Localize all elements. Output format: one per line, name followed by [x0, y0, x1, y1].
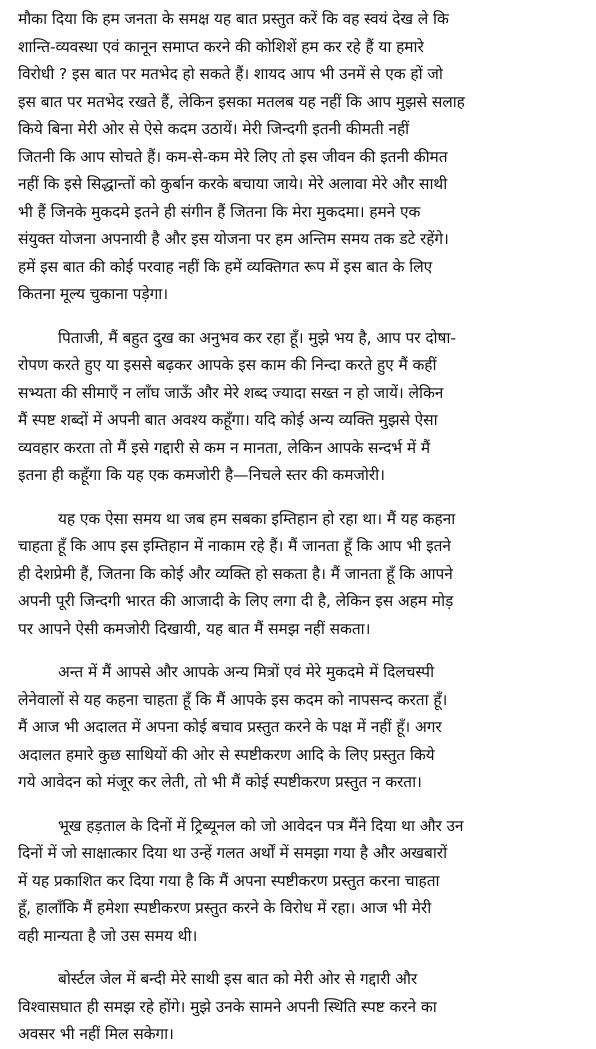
text-line: शान्ति-व्यवस्था एवं कानून समाप्त करने की कोशिशें हम कर रहे हैं या हमारे	[18, 37, 424, 56]
text-line: मैं स्पष्ट शब्दों में अपनी बात अवश्य कहूँगा। यदि कोई अन्य व्यक्ति मुझसे ऐसा	[18, 411, 438, 429]
text-line: पर आपने ऐसी कमजोरी दिखायी, यह बात मैं समझ नहीं सकता।	[18, 619, 371, 638]
text-line: संयुक्त योजना अपनायी है और इस योजना पर हम अन्तिम समय तक डटे रहेंगे।	[18, 230, 449, 248]
text-line: हूँ, हालाँकि मैं हमेशा स्पष्टीकरण प्रस्तुत करने के विरोध में रहा। आज भी मेरी	[18, 899, 432, 917]
text-line: पिताजी, मैं बहुत दुख का अनुभव कर रहा हूँ। मुझे भय है, आप पर दोषा-	[58, 328, 456, 347]
text-line: दिनों में जो साक्षात्कार दिया था उन्हें गलत अर्थों में समझा गया है और अखबारों	[18, 844, 447, 862]
text-line: विश्वासघात ही समझ रहे होंगे। मुझे उनके सामने अपनी स्थिति स्पष्ट करने का	[18, 997, 437, 1016]
text-line: रोपण करते हुए या इससे बढ़कर आपके इस काम की निन्दा करते हुए मैं कहीं	[18, 356, 437, 374]
text-line: वही मान्यता है जो उस समय थी।	[18, 926, 198, 945]
text-line: लेनेवालों से यह कहना चाहता हूँ कि मैं आपके इस कदम को नापसन्द करता हूँ।	[18, 690, 448, 709]
text-line: अवसर भी नहीं मिल सकेगा।	[18, 1025, 174, 1043]
text-line: किये बिना मेरी ओर से ऐसे कदम उठायें। मेरी जिन्दगी इतनी कीमती नहीं	[18, 120, 410, 138]
paragraph-5	[18, 813, 586, 951]
paragraph-3	[18, 506, 586, 644]
text-line: व्यवहार करता तो मैं इसे गद्दारी से कम न मानता, लेकिन आपके सन्दर्भ में मैं	[18, 438, 430, 457]
text-line: अपनी पूरी जिन्दगी भारत की आजादी के लिए लगा दी है, लेकिन इस अहम मोड़	[18, 592, 454, 610]
text-line: विरोधी ? इस बात पर मतभेद हो सकते हैं। शायद आप भी उनमें से एक हों जो	[18, 65, 443, 83]
text-line: चाहता हूँ कि आप इस इम्तिहान में नाकाम रहे हैं। मैं जानता हूँ कि आप भी इतने	[18, 537, 451, 555]
text-line: अदालत हमारे कुछ साथियों की ओर से स्पष्टीकरण आदि के लिए प्रस्तुत किये	[18, 745, 435, 764]
text-line: यह एक ऐसा समय था जब हम सबका इम्तिहान हो रहा था। मैं यह कहना	[58, 509, 456, 528]
text-line: नहीं कि इसे सिद्धान्तों को कुर्बान करके बचाया जाये। मेरे अलावा मेरे और साथी	[18, 175, 448, 193]
paragraph-4	[18, 659, 586, 797]
text-line: बोर्स्टल जेल में बन्दी मेरे साथी इस बात को मेरी ओर से गद्दारी और	[58, 970, 418, 988]
text-line: इस बात पर मतभेद रखते हैं, लेकिन इसका मतलब यह नहीं कि आप मुझसे सलाह	[18, 92, 465, 111]
text-line: मौका दिया कि हम जनता के समक्ष यह बात प्रस्तुत करें कि वह स्वयं देख ले कि	[18, 10, 449, 28]
text-line: भी हैं जिनके मुकदमे इतने ही संगीन हैं जितना कि मेरा मुकदमा। हमने एक	[18, 202, 421, 221]
text-line: ही देशप्रेमी हैं, जितना कि कोई और व्यक्ति हो सकता है। मैं जानता हूँ कि आपने	[18, 564, 453, 583]
text-line: इतना ही कहूँगा कि यह एक कमजोरी है—निचले स्तर की कमजोरी।	[18, 466, 385, 484]
paragraph-1	[18, 6, 586, 309]
text-line: हमें इस बात की कोई परवाह नहीं कि हमें व्यक्तिगत रूप में इस बात के लिए	[18, 257, 433, 276]
text-line: अन्त में मैं आपसे और आपके अन्य मित्रों एवं मेरे मुकदमे में दिलचस्पी	[58, 663, 435, 681]
text-line: कितना मूल्य चुकाना पड़ेगा।	[18, 285, 168, 303]
text-line: भूख हड़ताल के दिनों में ट्रिब्यूनल को जो आवेदन पत्र मैंने दिया था और उन	[58, 816, 464, 835]
text-line: में यह प्रकाशित कर दिया गया है कि मैं अपना स्पष्टीकरण प्रस्तुत करना चाहता	[18, 871, 440, 890]
text-line: गये आवेदन को मंजूर कर लेती, तो भी मैं कोई स्पष्टीकरण प्रस्तुत न करता।	[18, 773, 422, 791]
text-line: मैं आज भी अदालत में अपना कोई बचाव प्रस्तुत करने के पक्ष में नहीं हूँ। अगर	[18, 718, 442, 736]
paragraph-2	[18, 325, 586, 490]
text-line: जितनी कि आप सोचते हैं। कम-से-कम मेरे लिए तो इस जीवन की इतनी कीमत	[18, 147, 448, 166]
text-line: सभ्यता की सीमाएँ न लाँघ जाऊँ और मेरे शब्द ज्यादा सख्त न हो जायें। लेकिन	[18, 383, 444, 402]
paragraph-6	[18, 966, 586, 1049]
